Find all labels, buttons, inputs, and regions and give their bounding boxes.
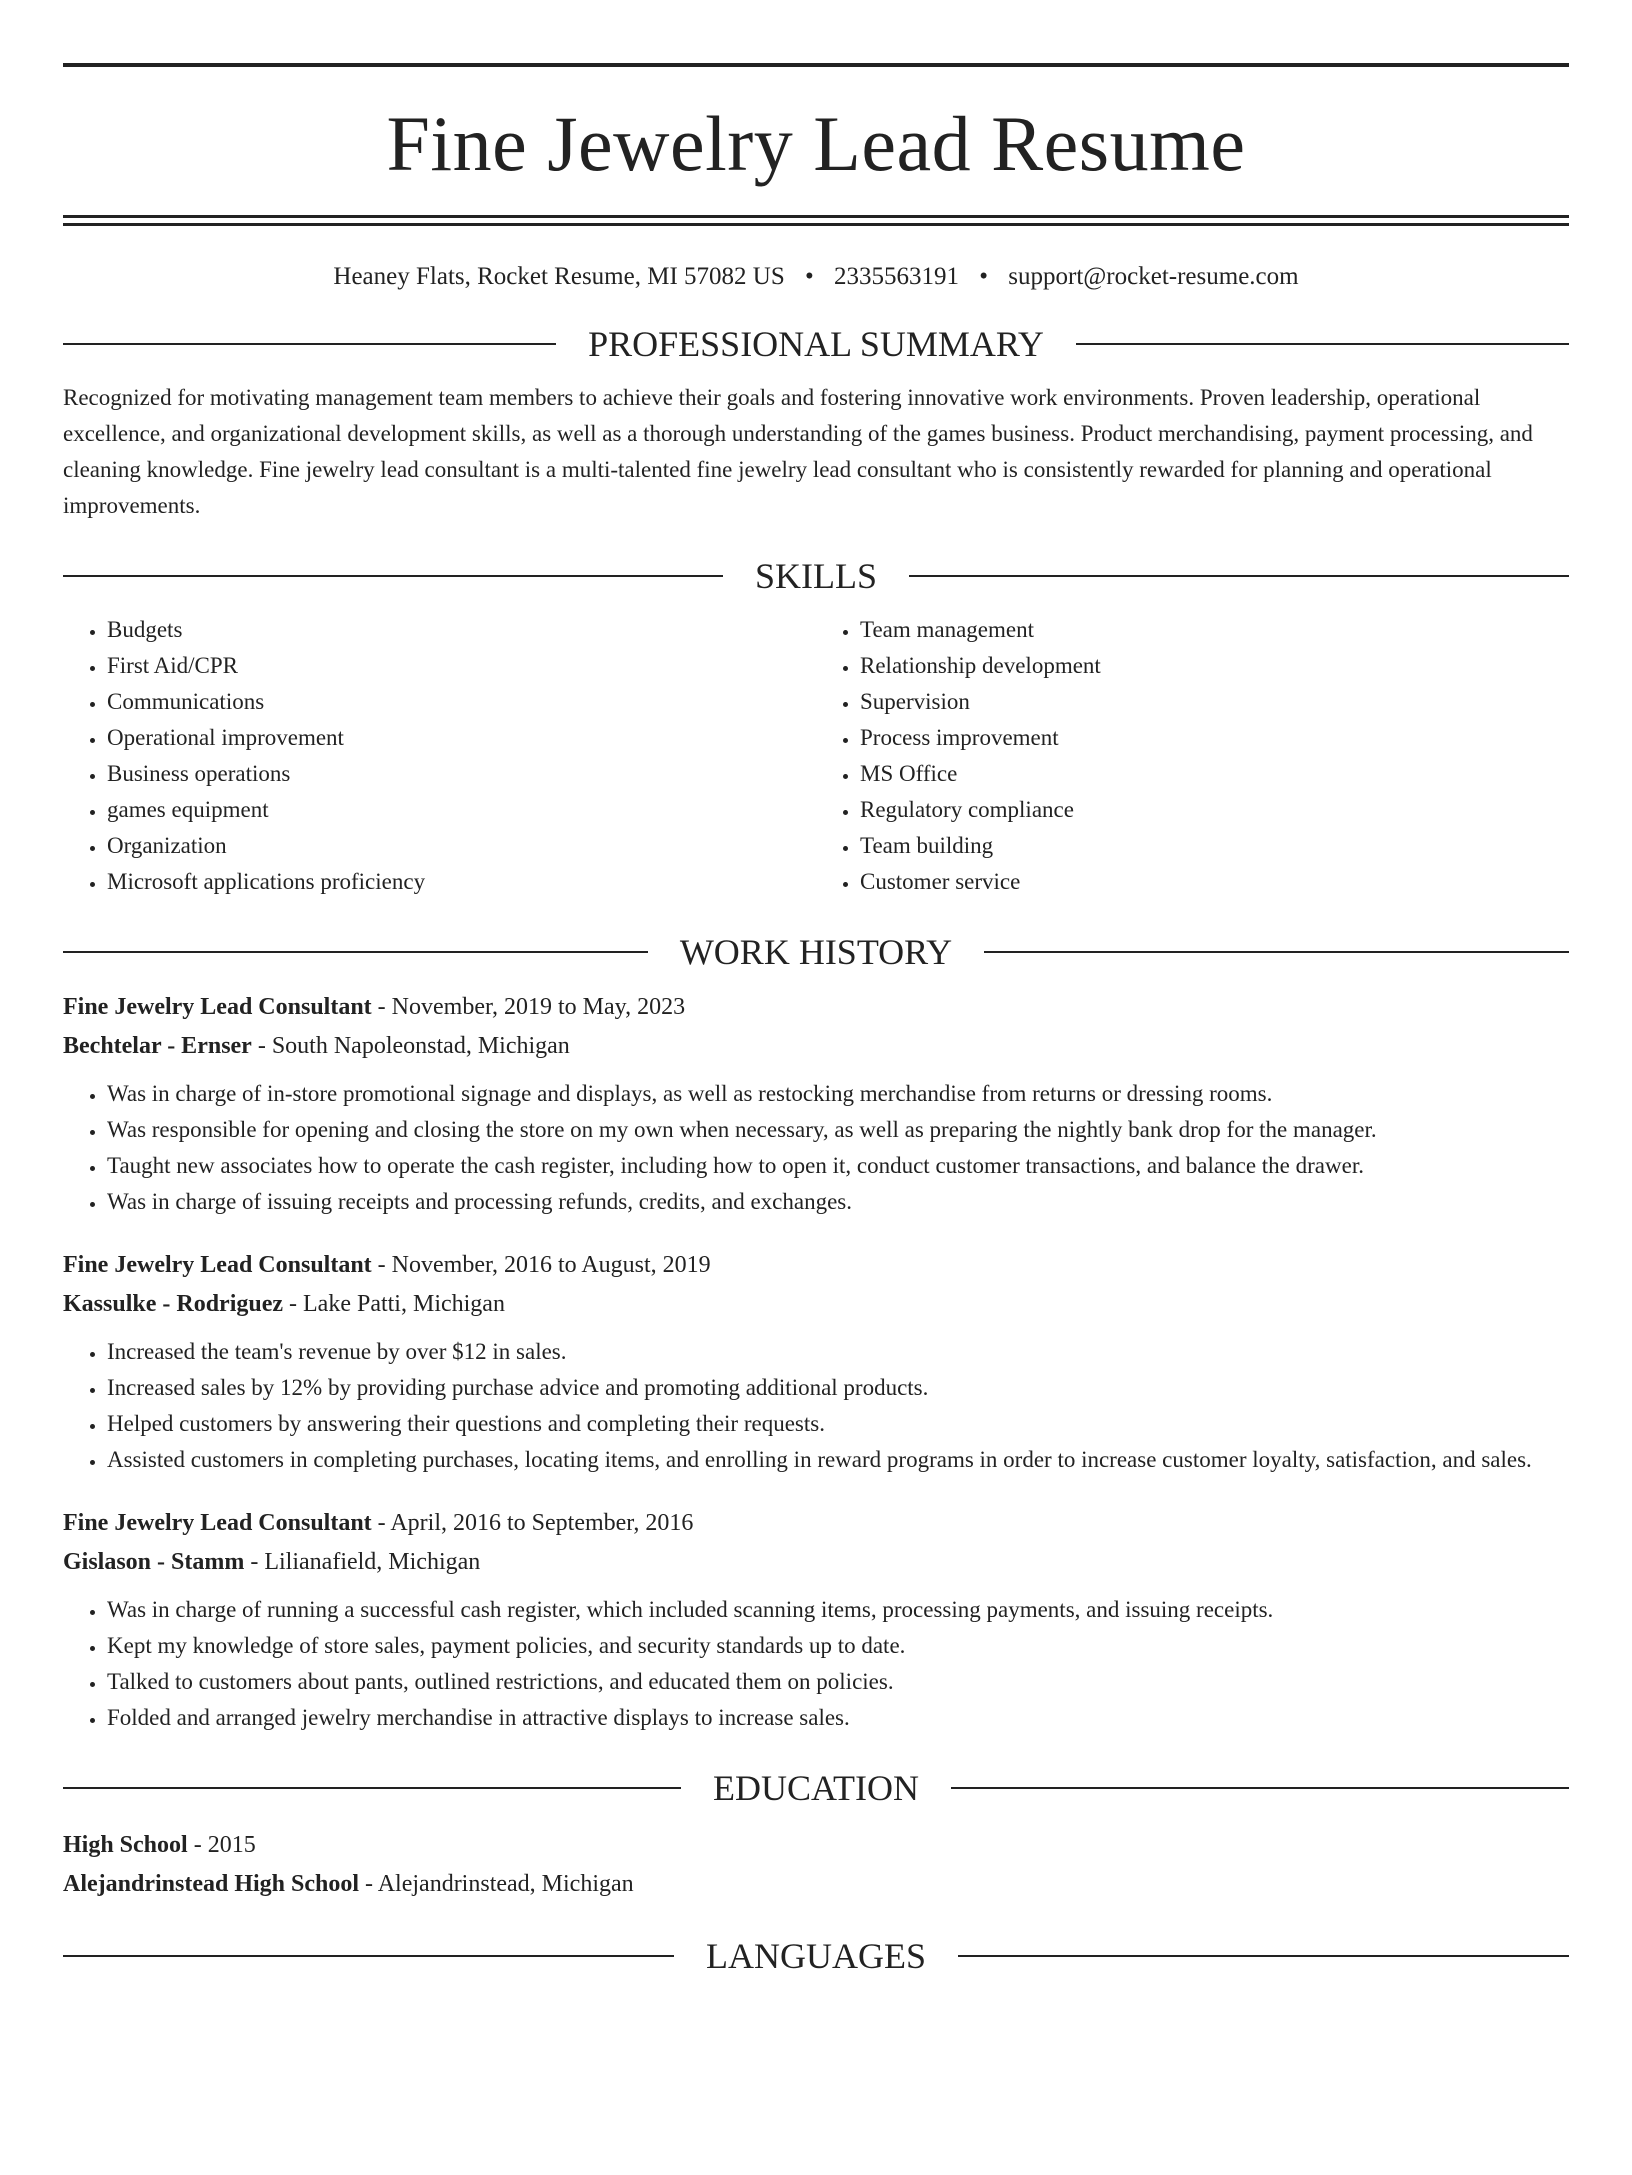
heading-rule-right (951, 1787, 1569, 1789)
job-bullet: • Increased the team's revenue by over $12 in sales. (107, 1334, 1569, 1370)
section-title: LANGUAGES (706, 1936, 926, 1976)
job-bullet: • Folded and arranged jewelry merchandise in attractive displays to increase sales. (107, 1700, 1569, 1736)
section-title: WORK HISTORY (679, 932, 953, 972)
skill-item: • Business operations (107, 756, 816, 792)
heading-rule-left (63, 343, 556, 345)
contact-address: Heaney Flats, Rocket Resume, MI 57082 US (333, 263, 785, 290)
education-school-line (63, 1865, 1569, 1904)
job-bullet: • Was responsible for opening and closing the store on my own when necessary, as well as preparing the nightly bank drop for the manager. (107, 1112, 1569, 1148)
job-title: Fine Jewelry Lead Consultant (63, 1510, 372, 1536)
education-year: - 2015 (187, 1832, 256, 1858)
heading-rule-left (63, 575, 723, 577)
skill-item: • Customer service (860, 864, 1569, 900)
job-dates: - April, 2016 to September, 2016 (371, 1510, 694, 1536)
job-bullet: • Increased sales by 12% by providing purchase advice and promoting additional products. (107, 1370, 1569, 1406)
job-title-line (63, 1246, 1569, 1285)
job-location: - Lilianafield, Michigan (244, 1549, 481, 1575)
skill-item: • MS Office (860, 756, 1569, 792)
job-bullets (63, 1592, 1569, 1736)
contact-phone: 2335563191 (834, 263, 960, 290)
skill-item: • Team management (860, 612, 1569, 648)
skill-item: • Process improvement (860, 720, 1569, 756)
heading-rule-right (984, 951, 1569, 953)
job-company-line (63, 1543, 1569, 1582)
job-bullet: • Kept my knowledge of store sales, payment policies, and security standards up to date. (107, 1628, 1569, 1664)
job-company: Kassulke - Rodriguez (63, 1291, 284, 1317)
job-title-line (63, 1504, 1569, 1543)
contact-email: support@rocket-resume.com (1008, 263, 1299, 290)
job-company: Bechtelar - Ernser (63, 1033, 252, 1059)
section-title: PROFESSIONAL SUMMARY (588, 324, 1044, 364)
skill-item: • Operational improvement (107, 720, 816, 756)
job-location: - Lake Patti, Michigan (283, 1291, 505, 1317)
job-entry (63, 1504, 1569, 1736)
skill-item: • Regulatory compliance (860, 792, 1569, 828)
heading-rule-right (1076, 343, 1569, 345)
resume-title: Fine Jewelry Lead Resume (386, 100, 1246, 187)
section-heading-languages (63, 1934, 1569, 1978)
job-title: Fine Jewelry Lead Consultant (63, 994, 372, 1020)
job-dates: - November, 2016 to August, 2019 (371, 1252, 711, 1278)
heading-rule-right (909, 575, 1569, 577)
skill-item: • Budgets (107, 612, 816, 648)
contact-separator: • (805, 263, 814, 290)
section-title: SKILLS (755, 556, 878, 596)
job-bullet: • Assisted customers in completing purchases, locating items, and enrolling in reward programs in order to increase customer loyalty, satisfaction, and sales. (107, 1442, 1569, 1478)
job-title-line (63, 988, 1569, 1027)
job-company: Gislason - Stamm (63, 1549, 245, 1575)
job-bullets (63, 1334, 1569, 1478)
top-rule (63, 63, 1569, 67)
summary-text: Recognized for motivating management team members to achieve their goals and fostering innovative work environments. Proven leadership, operational excellence, and organizational development skills, as well as a thorough understanding of the games business. Product merchandising, payment processing, and cleaning knowledge. Fine jewelry lead consultant is a multi-talented fine jewelry lead consultant who is consistently rewarded for planning and operational improvements. (63, 385, 1533, 518)
job-company-line (63, 1285, 1569, 1324)
job-location: - South Napoleonstad, Michigan (251, 1033, 570, 1059)
job-entry (63, 988, 1569, 1220)
job-bullet: • Was in charge of in-store promotional signage and displays, as well as restocking merchandise from returns or dressing rooms. (107, 1076, 1569, 1112)
job-dates: - November, 2019 to May, 2023 (371, 994, 686, 1020)
education-location: - Alejandrinstead, Michigan (359, 1871, 634, 1897)
skill-item: • Microsoft applications proficiency (107, 864, 816, 900)
skills-list (63, 612, 1569, 900)
job-bullet: • Was in charge of running a successful cash register, which included scanning items, processing payments, and issuing receipts. (107, 1592, 1569, 1628)
education-school: Alejandrinstead High School (63, 1871, 360, 1897)
section-heading-summary (63, 322, 1569, 366)
skill-item: • Supervision (860, 684, 1569, 720)
job-bullet: • Was in charge of issuing receipts and processing refunds, credits, and exchanges. (107, 1184, 1569, 1220)
heading-rule-left (63, 1955, 674, 1957)
skill-item: • Communications (107, 684, 816, 720)
contact-line (63, 262, 1569, 292)
job-entry (63, 1246, 1569, 1478)
section-heading-education (63, 1766, 1569, 1810)
skill-item: • First Aid/CPR (107, 648, 816, 684)
skill-item: • Team building (860, 828, 1569, 864)
education-entry (63, 1826, 1569, 1904)
title-double-rule (63, 215, 1569, 226)
heading-rule-left (63, 951, 648, 953)
skill-item: • Relationship development (860, 648, 1569, 684)
job-bullet: • Helped customers by answering their questions and completing their requests. (107, 1406, 1569, 1442)
skill-item: • Organization (107, 828, 816, 864)
skills-column-right (816, 612, 1569, 900)
job-bullet: • Talked to customers about pants, outlined restrictions, and educated them on policies. (107, 1664, 1569, 1700)
section-heading-skills (63, 554, 1569, 598)
job-title: Fine Jewelry Lead Consultant (63, 1252, 372, 1278)
education-degree: High School (63, 1832, 188, 1858)
education-degree-line (63, 1826, 1569, 1865)
section-heading-work-history (63, 930, 1569, 974)
heading-rule-right (958, 1955, 1569, 1957)
contact-separator: • (979, 263, 989, 290)
job-bullets (63, 1076, 1569, 1220)
section-title: EDUCATION (713, 1768, 919, 1808)
skills-column-left (63, 612, 816, 900)
resume-page (0, 63, 1632, 2175)
skill-item: • games equipment (107, 792, 816, 828)
heading-rule-left (63, 1787, 681, 1789)
job-company-line (63, 1027, 1569, 1066)
job-bullet: • Taught new associates how to operate the cash register, including how to open it, conduct customer transactions, and balance the drawer. (107, 1148, 1569, 1184)
